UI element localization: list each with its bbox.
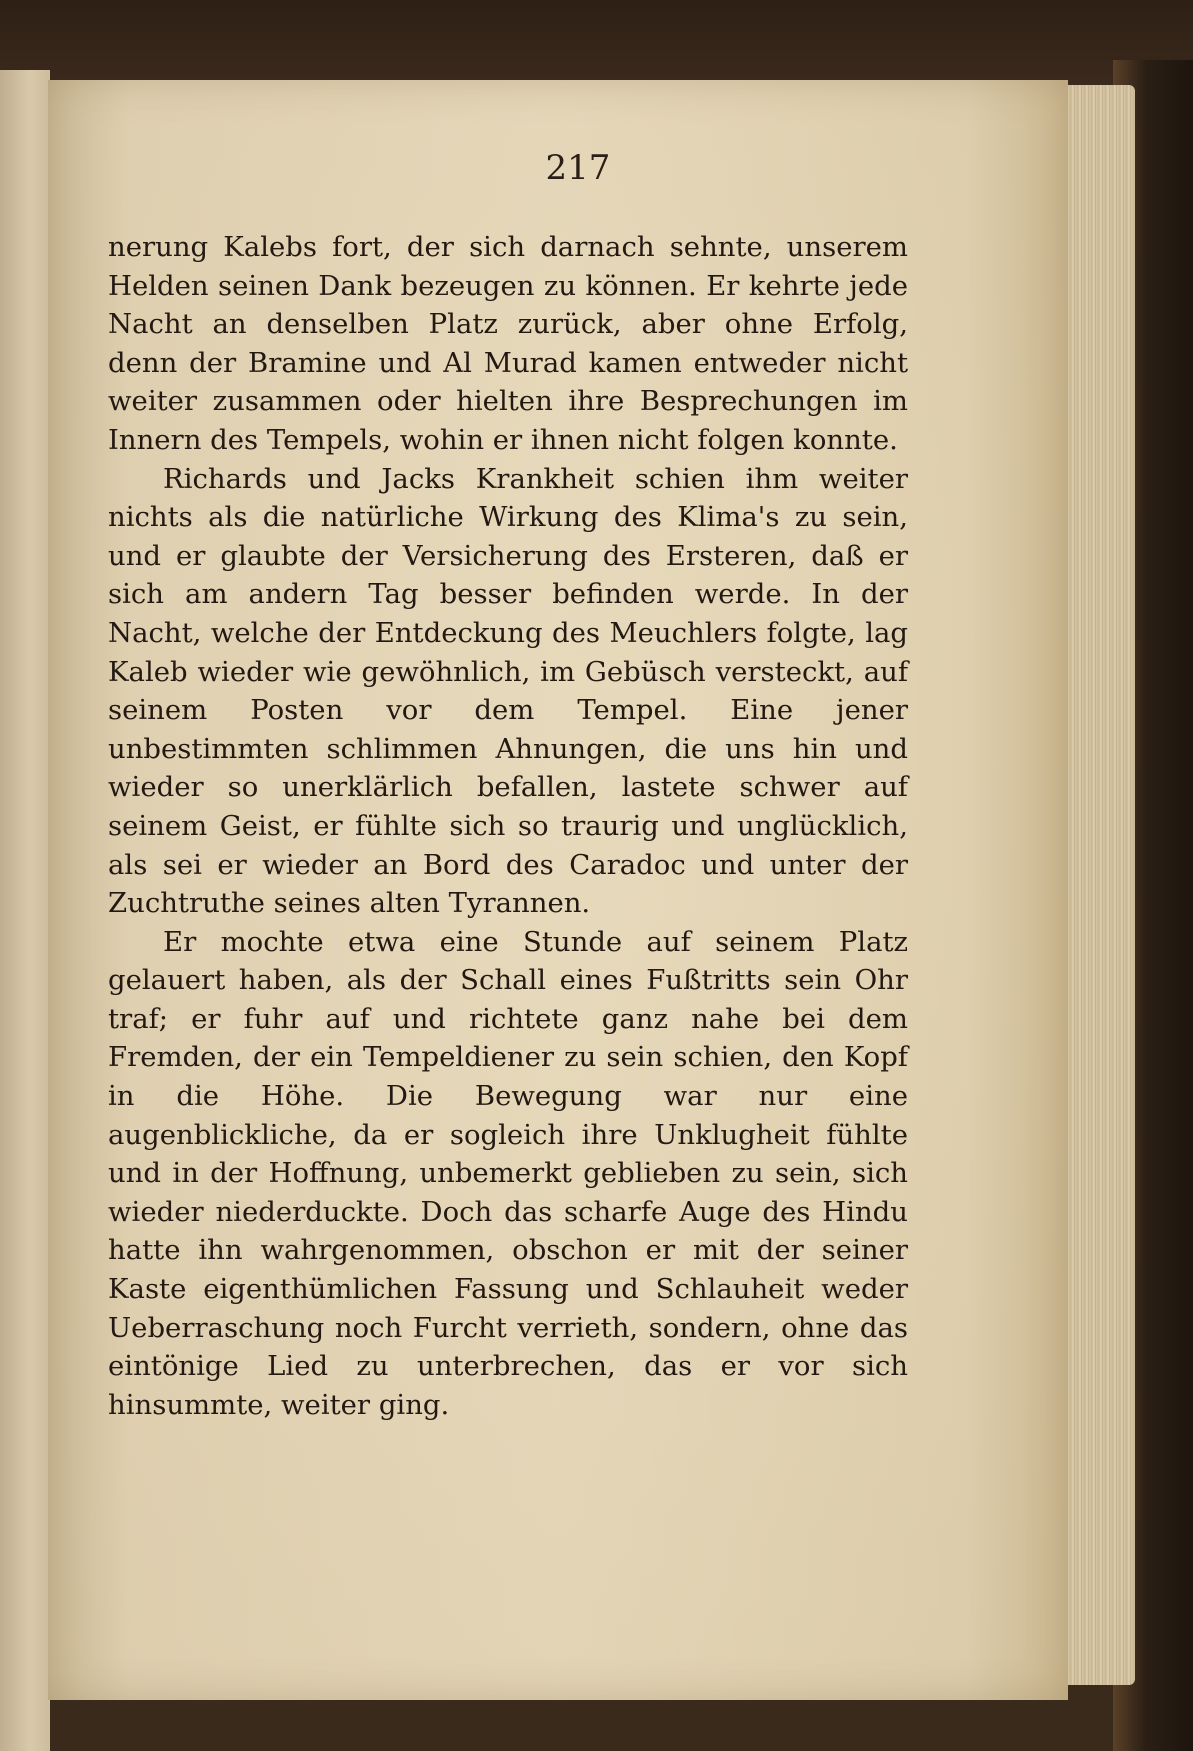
paragraph: Richards und Jacks Krankheit schien ihm weiter nichts als die natürliche Wirkung des Klima's zu sein, und er glaubte der Versicherung des Ersteren, daß er sich am andern Tag besser befinden werde. In der Nacht, welche der Entdeckung des Meuchlers folgte, lag Kaleb wieder wie gewöhnlich, im Gebüsch versteckt, auf seinem Posten vor dem Tempel. Eine jener unbestimmten schlimmen Ahnungen, die uns hin und wieder so unerklärlich befallen, lastete schwer auf seinem Geist, er fühlte sich so traurig und unglücklich, als sei er wieder an Bord des Caradoc und unter der Zuchtruthe seines alten Tyrannen. [108, 462, 908, 920]
paragraph: nerung Kalebs fort, der sich darnach sehnte, unserem Helden seinen Dank bezeugen zu können. Er kehrte jede Nacht an denselben Platz zurück, aber ohne Erfolg, denn der Bramine und Al Murad kamen entweder nicht weiter zusammen oder hielten ihre Besprechungen im Innern des Tempels, wohin er ihnen nicht folgen konnte. [108, 231, 908, 456]
page-number: 217 [545, 148, 611, 188]
facing-page-edge [0, 70, 50, 1751]
book-page [48, 80, 1068, 1700]
paragraph: Er mochte etwa eine Stunde auf seinem Platz gelauert haben, als der Schall eines Fußtritts sein Ohr traf; er fuhr auf und richtete ganz nahe bei dem Fremden, der ein Tempeldiener zu sein schien, den Kopf in die Höhe. Die Bewegung war nur eine augenblickliche, da er sogleich ihre Unklugheit fühlte und in der Hoffnung, unbemerkt geblieben zu sein, sich wieder niederduckte. Doch das scharfe Auge des Hindu hatte ihn wahrgenommen, obschon er mit der seiner Kaste eigenthümlichen Fassung und Schlauheit weder Ueberraschung noch Furcht verrieth, sondern, ohne das eintönige Lied zu unterbrechen, das er vor sich hinsummte, weiter ging. [108, 925, 908, 1421]
page-text [108, 228, 908, 1424]
